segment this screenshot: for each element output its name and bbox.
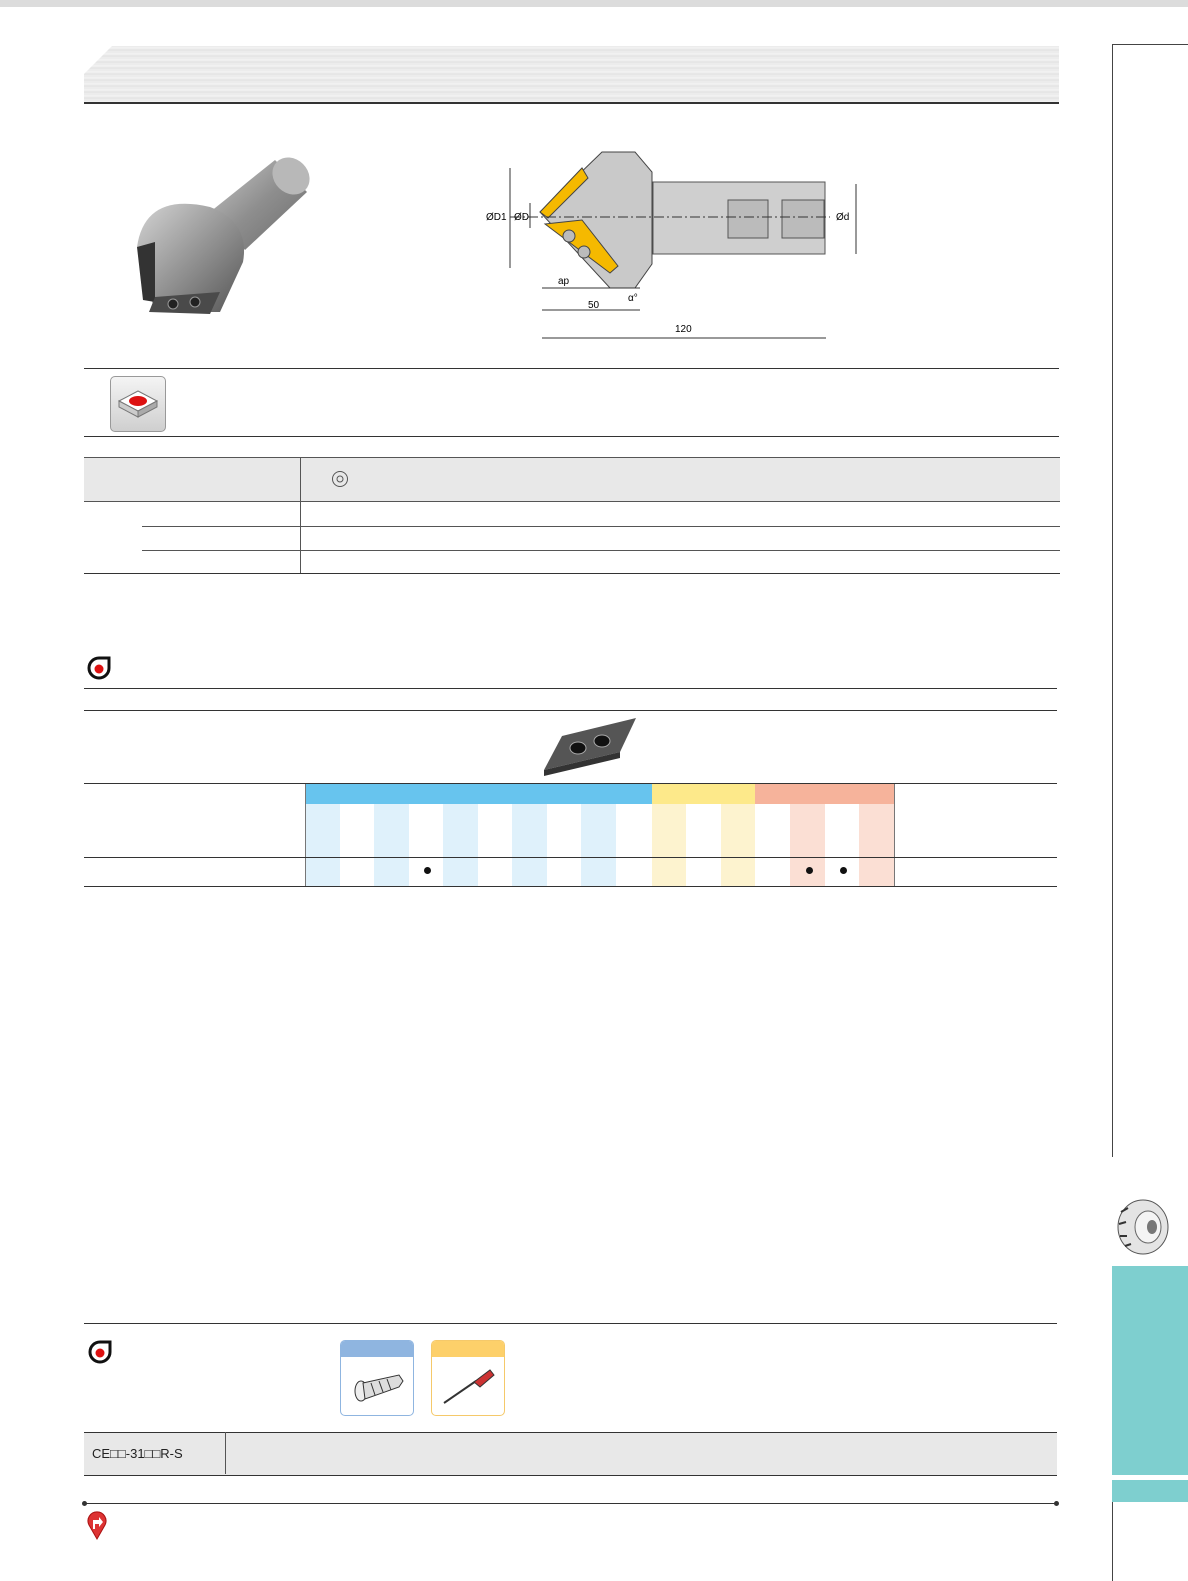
divider: [84, 710, 1057, 711]
grade-mark: [840, 867, 847, 874]
sidebar-frame: [1112, 44, 1188, 1157]
grade-column: [721, 804, 755, 886]
grade-group-header-yellow: [652, 784, 755, 804]
grade-table-row-line: [84, 857, 1057, 858]
grade-group-header-blue: [305, 784, 652, 804]
top-bar: [0, 0, 1188, 7]
title-band: [84, 46, 1059, 103]
divider: [84, 368, 1059, 369]
parts-table-row: [84, 1432, 1057, 1476]
grade-column: [512, 804, 547, 886]
title-underline: [84, 102, 1059, 104]
grade-mark: [424, 867, 431, 874]
sidebar-tab-strip: [1112, 1480, 1188, 1502]
dim-d1-label: ØD1: [486, 212, 507, 223]
grade-mark: [806, 867, 813, 874]
screw-icon: [341, 1357, 413, 1415]
page-link-pin-icon[interactable]: [86, 1510, 108, 1540]
insert-image: [540, 714, 640, 776]
driver-part-card: [431, 1340, 505, 1416]
dim-shank-d-label: Ød: [836, 212, 850, 223]
grade-column: [859, 804, 894, 886]
sidebar-tab[interactable]: [1112, 1266, 1188, 1475]
spec-table-row-line: [142, 550, 1060, 551]
spec-table-header: [84, 457, 1060, 502]
divider: [84, 688, 1057, 689]
face-mill-cutter-icon: [1116, 1198, 1170, 1256]
spec-table-bottom: [84, 573, 1060, 574]
spec-table-row-line: [142, 526, 1060, 527]
footer-line-end: [1054, 1501, 1059, 1506]
grade-col-divider: [305, 784, 306, 886]
insert-type-icon: [110, 376, 166, 432]
grade-column: [581, 804, 616, 886]
section-marker-icon: [87, 656, 111, 680]
grade-table-bottom: [84, 886, 1057, 887]
concentric-circle-icon: [331, 470, 349, 488]
grade-column: [652, 804, 686, 886]
cutter-product-photo: [125, 152, 320, 322]
grade-column: [443, 804, 478, 886]
dim-alpha-label: α°: [628, 293, 638, 304]
section-marker-icon: [88, 1340, 112, 1364]
footer-line-end: [82, 1501, 87, 1506]
dim-d-label: ØD: [514, 212, 529, 223]
parts-model-code: CE□□-31□□R-S: [92, 1446, 183, 1461]
footer-line: [84, 1503, 1057, 1504]
spec-table-divider: [300, 457, 301, 573]
grade-column: [374, 804, 409, 886]
screwdriver-icon: [432, 1357, 504, 1415]
divider: [84, 1323, 1057, 1324]
spec-table-row-line: [84, 501, 1060, 502]
divider: [84, 436, 1059, 437]
dim-ap-label: ap: [558, 276, 570, 287]
grade-group-header-salmon: [755, 784, 894, 804]
sidebar-line: [1112, 1502, 1113, 1581]
dim-50-label: 50: [588, 300, 600, 311]
dim-120-label: 120: [675, 324, 692, 335]
screw-part-card: [340, 1340, 414, 1416]
cutter-dimension-drawing: [470, 148, 870, 343]
grade-col-divider: [894, 784, 895, 886]
parts-table-divider: [225, 1432, 226, 1474]
grade-column: [305, 804, 340, 886]
